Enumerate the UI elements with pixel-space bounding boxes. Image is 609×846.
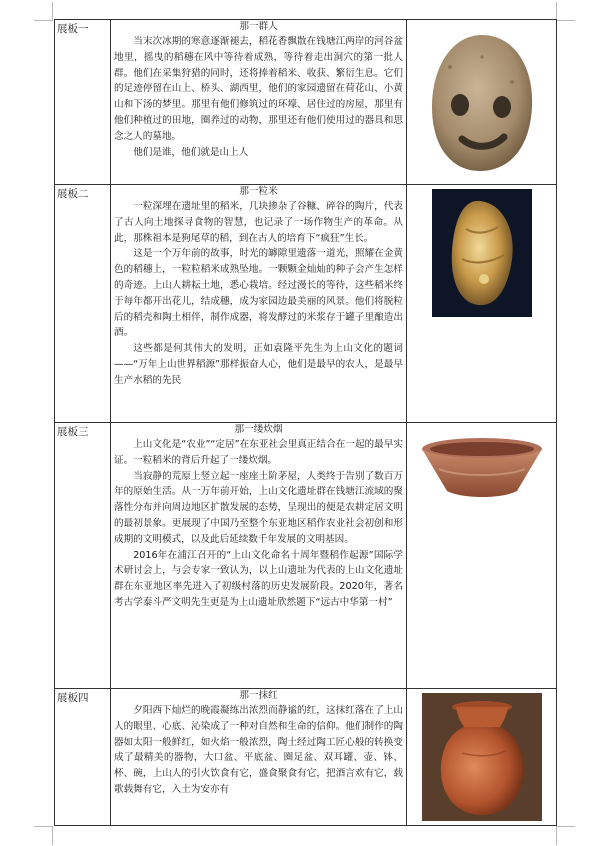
page-corner-mark-top-right: [556, 2, 575, 21]
panel-text-cell: [111, 20, 407, 185]
panel-text-cell: [111, 423, 407, 689]
red-pottery-jar-photo-icon: [422, 693, 542, 821]
panel-label: 展板二: [55, 185, 111, 423]
panel-row-4: [55, 689, 557, 826]
panel-image-cell: [407, 185, 557, 423]
clay-face-figurine-photo-icon: [422, 27, 542, 177]
panel-label: 展板三: [55, 423, 111, 689]
panel-paragraph: 一粒深埋在遗址里的稻米，几块掺杂了谷糠、碎谷的陶片，代表了古人向土地探寻食物的智慧，也记录了一场作物生产的革命。从此，那株祖本是狗尾草的稻，到在古人的培育下“疯狂”生长。: [114, 201, 403, 244]
panel-paragraph: 当末次冰期的寒意逐渐褪去，稻花香飘散在钱塘江两岸的河谷盆地里，摇曳的稻穗在风中等待着成熟，等待着走出洞穴的第一批人群。他们在采集狩猎的同时，还将捧着稻米、收获、繁衍生息。它们的足迹停留在山上、桥头、湖西里，他们的家园遗留在荷花山、小黄山和下汤的梦里。那里有他们修筑过的环壕、居住过的房屋，那里有他们种植过的田地，圈养过的动物，那里还有他们使用过的器具和思念之人的墓地。: [114, 36, 403, 142]
panel-row-3: [55, 423, 557, 689]
panel-text-cell: [111, 185, 407, 423]
panel-paragraph: 上山文化是“农业”“定居”在东亚社会里真正结合在一起的最早实证。一粒稻米的背后升起了一缕炊烟。: [114, 439, 403, 466]
panel-paragraph: 当寂静的荒原上竖立起一座座土阶茅屋，人类终于告别了数百万年的原始生活。从一万年前开始，上山文化遗址群在钱塘江流域的聚落性分布并向周边地区扩散发展的态势，呈现出的便是农耕定居文明的最初景象。更展现了中国乃至整个东亚地区稻作农业社会初创和形成期的文明模式，以及此后延续数千年发展的文明基因。: [114, 470, 403, 545]
page-corner-mark-bottom-right: [556, 826, 575, 845]
panel-image-cell: [407, 689, 557, 826]
panel-paragraph: 他们是谁，他们就是山上人: [133, 146, 249, 158]
panel-paragraph: 这是一个万年前的故事，时光的罅隙里遗落一道光，照耀在金黄色的稻穗上，一粒粒稻米成熟坠地。一颗颗金灿灿的种子会产生怎样的奇迹。上山人耕耘土地，悉心栽培。经过漫长的等待，这些稻米终于每年都开出花儿，结成穗，成为家园边最美丽的风景。他们将脱粒后的稻壳和陶土相伴，制作成器，将发酵过的米浆存于罐子里酿造出酒。: [114, 248, 403, 339]
panel-row-1: [55, 20, 557, 185]
panel-title: 那一群人: [239, 21, 278, 32]
panel-text-cell: [111, 689, 407, 826]
red-pottery-basin-photo-icon: [417, 433, 547, 503]
panel-paragraph: 夕阳西下灿烂的晚霞凝练出浓烈而静谧的红，这抹红落在了上山人的眼里、心底、沁染成了一种对自然和生命的信仰。他们制作的陶器如太阳一般鲜红，如火焰一般浓烈，陶土经过陶工匠心般的转换变成了最精美的器物，大口盆、平底盆、圈足盆、双耳罐、壶、钵、杯、碗，上山人的引火饮食有它，盛食聚食有它，把酒言欢有它，载歌载舞有它，入土为安亦有: [114, 705, 403, 795]
panel-paragraph: 2016年在浦江召开的“上山文化命名十周年暨稻作起源”国际学术研讨会上，与会专家一致认为，以上山遗址为代表的上山文化遗址群在东亚地区率先进入了初级村落的历史发展阶段。2020年，著名考古学泰斗严文明先生更是为上山遗址欣然题下“远古中华第一村”: [114, 549, 403, 608]
panel-title: 那一粒米: [239, 186, 278, 197]
panel-title: 那一抹红: [239, 690, 278, 701]
panel-label: 展板一: [55, 20, 111, 185]
exhibit-panels-table: [54, 19, 557, 826]
panel-image-cell: [407, 20, 557, 185]
carbonized-rice-grain-photo-icon: [432, 189, 532, 317]
panel-label: 展板四: [55, 689, 111, 826]
panel-row-2: [55, 185, 557, 423]
panel-paragraph: 这些都是何其伟大的发明，正如袁隆平先生为上山文化的题词——“万年上山世界稻源”那样振奋人心，他们是最早的农人，是最早生产水稻的先民: [114, 343, 403, 386]
page-corner-mark-top-left: [34, 2, 53, 21]
page-corner-mark-bottom-left: [34, 826, 53, 845]
panel-image-cell: [407, 423, 557, 689]
panel-title: 那一缕炊烟: [234, 424, 283, 435]
